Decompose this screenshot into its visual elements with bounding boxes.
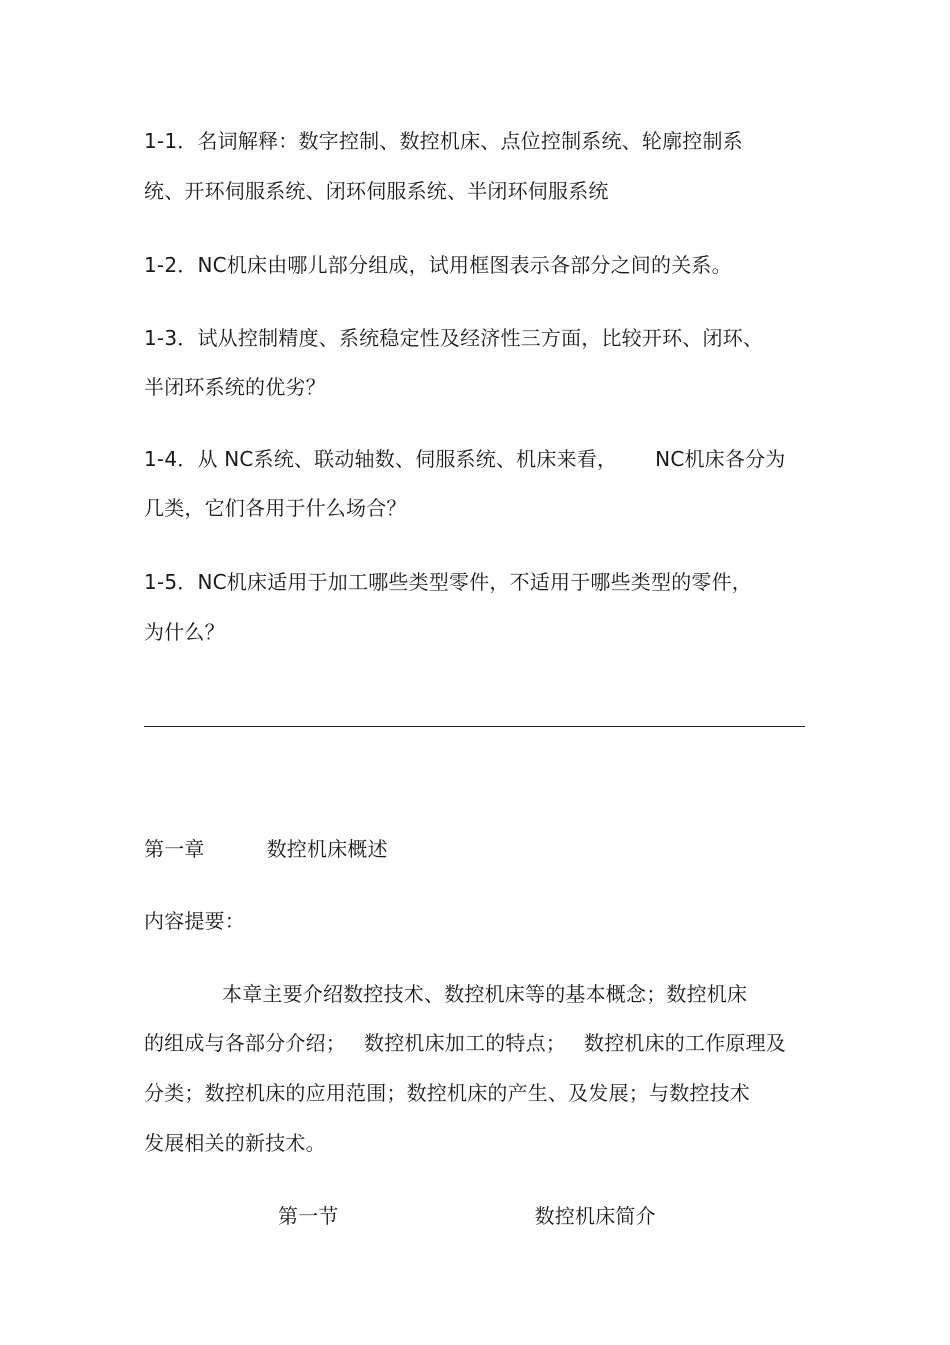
question-4-line-1-part-a: 1-4．从 NC系统、联动轴数、伺服系统、机床来看，	[144, 447, 618, 471]
summary-heading: 内容提要：	[144, 909, 245, 933]
section-number: 第一节	[278, 1204, 339, 1228]
summary-line-2-part-b: 数控机床加工的特点；	[364, 1031, 566, 1055]
question-3-line-1: 1-3．试从控制精度、系统稳定性及经济性三方面，比较开环、闭环、	[144, 326, 764, 350]
summary-line-1: 本章主要介绍数控技术、数控机床等的基本概念；数控机床	[222, 982, 748, 1006]
section-title: 数控机床简介	[534, 1204, 656, 1228]
question-4-line-1-part-b: NC机床各分为	[655, 447, 786, 471]
question-5-line-1: 1-5．NC机床适用于加工哪些类型零件，不适用于哪些类型的零件，	[144, 570, 752, 594]
question-1-line-1: 1-1．名词解释：数字控制、数控机床、点位控制系统、轮廓控制系	[144, 129, 743, 153]
question-4-line-2: 几类，它们各用于什么场合？	[144, 496, 407, 520]
summary-line-3: 分类；数控机床的应用范围；数控机床的产生、及发展；与数控技术	[144, 1081, 750, 1105]
summary-line-4: 发展相关的新技术。	[144, 1131, 326, 1155]
question-1-line-2: 统、开环伺服系统、闭环伺服系统、半闭环伺服系统	[144, 179, 609, 203]
chapter-title: 数控机床概述	[266, 837, 388, 861]
question-4-line-1	[144, 446, 785, 472]
summary-line-2	[144, 1030, 786, 1056]
horizontal-divider	[144, 726, 805, 727]
summary-line-2-part-a: 的组成与各部分介绍；	[144, 1031, 346, 1055]
chapter-heading	[144, 836, 388, 862]
question-2-line-1: 1-2．NC机床由哪儿部分组成，试用框图表示各部分之间的关系。	[144, 253, 732, 277]
question-3-line-2: 半闭环系统的优劣？	[144, 375, 326, 399]
chapter-number: 第一章	[144, 837, 205, 861]
summary-line-2-part-c: 数控机床的工作原理及	[584, 1031, 786, 1055]
question-5-line-2: 为什么？	[144, 620, 225, 644]
section-heading	[278, 1203, 656, 1229]
